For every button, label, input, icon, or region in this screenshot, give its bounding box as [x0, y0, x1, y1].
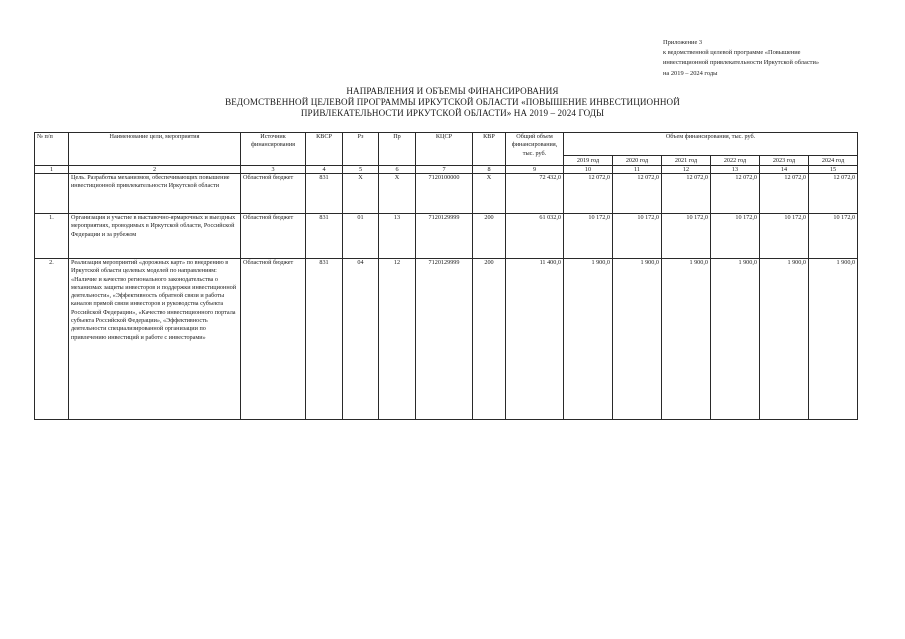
appendix-line: на 2019 – 2024 годы — [663, 69, 718, 77]
row-year-value: 10 172,0 — [564, 214, 613, 259]
column-number: 15 — [809, 166, 858, 174]
column-number: 11 — [613, 166, 662, 174]
year-header: 2019 год — [564, 156, 613, 166]
row-rz: 01 — [343, 214, 379, 259]
row-year-value: 12 072,0 — [711, 174, 760, 214]
row-pr: 12 — [379, 259, 416, 420]
header-rz: Рз — [343, 133, 379, 166]
column-number: 4 — [306, 166, 343, 174]
row-total: 11 400,0 — [506, 259, 564, 420]
row-year-value: 1 900,0 — [809, 259, 858, 420]
column-number: 1 — [35, 166, 69, 174]
row-year-value: 12 072,0 — [662, 174, 711, 214]
title-line: ВЕДОМСТВЕННОЙ ЦЕЛЕВОЙ ПРОГРАММЫ ИРКУТСКОЙ ОБЛАСТИ «ПОВЫШЕНИЕ ИНВЕСТИЦИОННОЙ — [225, 97, 680, 108]
row-kcsr: 7120129999 — [416, 214, 473, 259]
row-year-value: 1 900,0 — [662, 259, 711, 420]
appendix-line: к ведомственной целевой программе «Повышение — [663, 49, 801, 57]
year-header: 2020 год — [613, 156, 662, 166]
row-year-value: 10 172,0 — [662, 214, 711, 259]
appendix-line: Приложение 3 — [663, 39, 703, 46]
row-year-value: 10 172,0 — [711, 214, 760, 259]
row-year-value: 1 900,0 — [760, 259, 809, 420]
row-source: Областной бюджет — [241, 259, 306, 420]
year-header: 2024 год — [809, 156, 858, 166]
row-kvsr: 831 — [306, 174, 343, 214]
column-number: 8 — [473, 166, 506, 174]
header-source: Источник финансирования — [241, 133, 306, 166]
appendix-line: инвестиционной привлекательности Иркутской области» — [663, 59, 820, 67]
row-kcsr: 7120100000 — [416, 174, 473, 214]
row-rz: 04 — [343, 259, 379, 420]
column-number: 5 — [343, 166, 379, 174]
row-year-value: 10 172,0 — [760, 214, 809, 259]
row-total: 61 032,0 — [506, 214, 564, 259]
row-kvr: 200 — [473, 214, 506, 259]
row-name: Организация и участие в выставочно-ярмарочных и выездных мероприятиях, проводимых в Иркутской области, Российской Федерации и за рубежом — [69, 214, 241, 259]
header-volume: Объем финансирования, тыс. руб. — [564, 133, 858, 156]
row-kvr: 200 — [473, 259, 506, 420]
row-source: Областной бюджет — [241, 214, 306, 259]
row-year-value: 12 072,0 — [760, 174, 809, 214]
column-number: 6 — [379, 166, 416, 174]
row-year-value: 12 072,0 — [809, 174, 858, 214]
row-name: Реализация мероприятий «дорожных карт» по внедрению в Иркутской области целевых моделей по направлениям: «Наличие и качество регионального законодательства о механизмах защиты инвесторов и поддержки инвестиционной деятельности», «Эффективность обратной связи и работы каналов прямой связи инвесторов и руководства субъекта Российской Федерации», «Качество инвестиционного портала субъекта Российской Федерации», «Эффективность деятельности специализированной организации по привлечению инвестиций и работе с инвесторами» — [69, 259, 241, 420]
row-rz: X — [343, 174, 379, 214]
column-number: 13 — [711, 166, 760, 174]
row-num — [35, 174, 69, 214]
row-pr: 13 — [379, 214, 416, 259]
header-kcsr: КЦСР — [416, 133, 473, 166]
header-pr: Пр — [379, 133, 416, 166]
financing-table — [34, 132, 858, 420]
appendix-note — [663, 38, 895, 79]
row-source: Областной бюджет — [241, 174, 306, 214]
title-line: НАПРАВЛЕНИЯ И ОБЪЕМЫ ФИНАНСИРОВАНИЯ — [346, 86, 559, 96]
row-kvr: X — [473, 174, 506, 214]
column-number: 2 — [69, 166, 241, 174]
title-line: ПРИВЛЕКАТЕЛЬНОСТИ ИРКУТСКОЙ ОБЛАСТИ» НА 2019 – 2024 ГОДЫ — [300, 108, 605, 119]
row-year-value: 10 172,0 — [809, 214, 858, 259]
row-pr: X — [379, 174, 416, 214]
year-header: 2021 год — [662, 156, 711, 166]
column-number: 3 — [241, 166, 306, 174]
column-number: 10 — [564, 166, 613, 174]
row-year-value: 10 172,0 — [613, 214, 662, 259]
row-num: 2. — [35, 259, 69, 420]
header-kvr: КВР — [473, 133, 506, 166]
header-total: Общий объем финансирования, тыс. руб. — [506, 133, 564, 166]
header-num: № п/п — [35, 133, 69, 166]
table-row — [35, 174, 858, 214]
column-number: 12 — [662, 166, 711, 174]
column-number: 14 — [760, 166, 809, 174]
row-num: 1. — [35, 214, 69, 259]
row-year-value: 1 900,0 — [564, 259, 613, 420]
column-numbers-row — [35, 166, 858, 174]
column-number: 9 — [506, 166, 564, 174]
year-header: 2023 год — [760, 156, 809, 166]
row-name: Цель. Разработка механизмов, обеспечивающих повышение инвестиционной привлекательности Иркутской области — [69, 174, 241, 214]
column-number: 7 — [416, 166, 473, 174]
row-year-value: 12 072,0 — [613, 174, 662, 214]
row-year-value: 1 900,0 — [711, 259, 760, 420]
row-kvsr: 831 — [306, 259, 343, 420]
header-name: Наименование цели, мероприятия — [69, 133, 241, 166]
year-header: 2022 год — [711, 156, 760, 166]
header-kvsr: КВСР — [306, 133, 343, 166]
row-year-value: 1 900,0 — [613, 259, 662, 420]
document-title — [140, 86, 765, 120]
table-row — [35, 259, 858, 420]
row-kcsr: 7120129999 — [416, 259, 473, 420]
row-total: 72 432,0 — [506, 174, 564, 214]
row-kvsr: 831 — [306, 214, 343, 259]
table-row — [35, 214, 858, 259]
row-year-value: 12 072,0 — [564, 174, 613, 214]
